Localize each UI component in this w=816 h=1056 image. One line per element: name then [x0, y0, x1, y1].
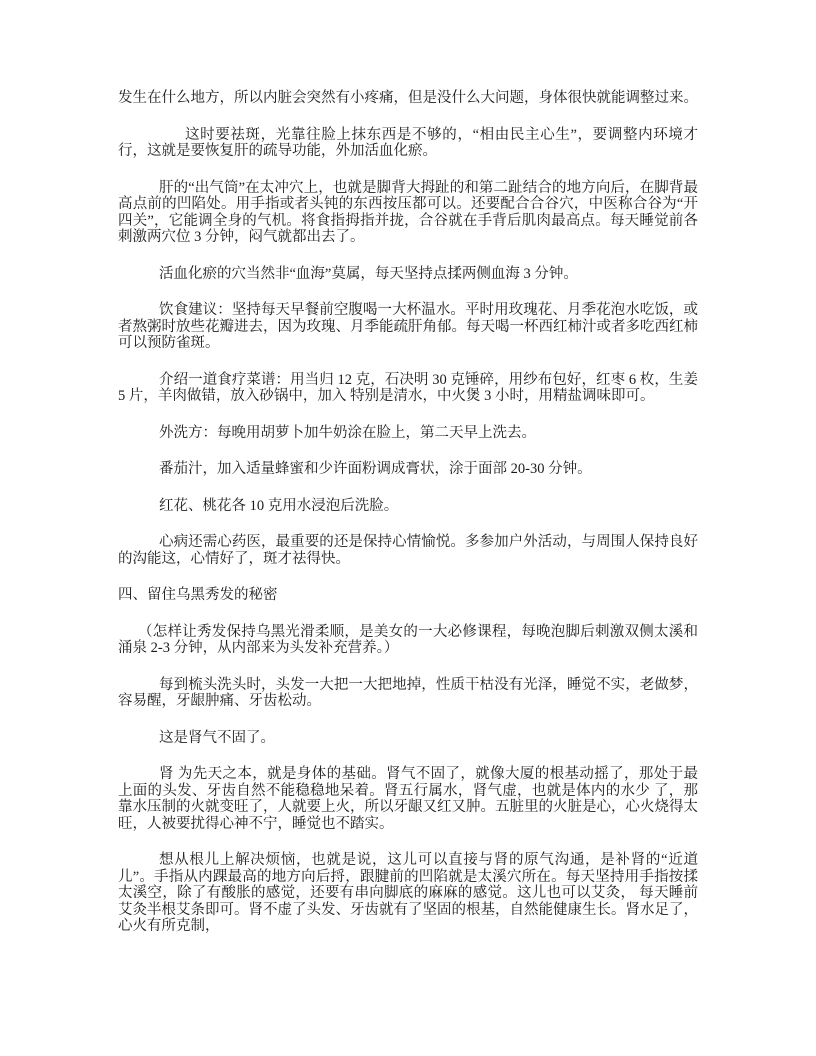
paragraph: （怎样让秀发保持乌黑光滑柔顺，是美女的一大必修课程，每晚泡脚后刺激双侧太溪和涌泉 2-3 分钟，从内部来为头发补充营养。） — [118, 623, 698, 656]
paragraph: 活血化瘀的穴当然非“血海”莫属，每天坚持点揉两侧血海 3 分钟。 — [159, 265, 578, 282]
section-heading: 四、留住乌黑秀发的秘密 — [118, 587, 278, 603]
paragraph: 发生在什么地方，所以内脏会突然有小疼痛，但是没什么大问题，身体很快就能调整过来。 — [118, 90, 698, 106]
paragraph: 这是肾气不固了。 — [159, 729, 275, 746]
paragraph: 肾 为先天之本，就是身体的基础。肾气不固了，就像大厦的根基动摇了，那处于最上面的头发、牙齿自然不能稳稳地呆着。肾五行属水，肾气虚，也就是体内的水少 了，那靠水压制的火就变旺了，人就要上火，所以牙龈又红又肿。五脏里的火脏是心，心火烧得太旺，人被要扰得心神不宁，睡觉也不踏实。 — [118, 766, 698, 832]
paragraph: 红花、桃花各 10 克用水浸泡后洗脸。 — [159, 497, 399, 514]
paragraph: 饮食建议：坚持每天早餐前空腹喝一大杯温水。平时用玫瑰花、月季花泡水吃饭，或者熬粥时放些花瓣进去，因为玫瑰、月季能疏肝角郁。每天喝一杯西红柿汁或者多吃西红柿可以预防雀斑。 — [118, 302, 698, 351]
paragraph: 每到梳头洗头时，头发一大把一大把地掉，性质干枯没有光泽，睡觉不实，老做梦，容易醒，牙龈肿痛、牙齿松动。 — [118, 676, 698, 709]
paragraph: 这时要祛斑，光靠往脸上抹东西是不够的，“相由民主心生”，要调整内环境才行，这就是要恢复肝的疏导功能，外加活血化瘀。 — [118, 126, 698, 159]
paragraph: 外洗方：每晚用胡萝卜加牛奶涂在脸上，第二天早上洗去。 — [159, 424, 536, 441]
paragraph: 介绍一道食疗菜谱：用当归 12 克，石决明 30 克锤碎，用纱布包好，红枣 6 枚，生姜 5 片，羊肉做错，放入砂锅中，加入 特别是清水，中火煲 3 小时，用精盐调味即可。 — [118, 371, 698, 404]
paragraph: 心病还需心药医，最重要的还是保持心情愉悦。多参加户外活动，与周围人保持良好的沟能这，心情好了，斑才祛得快。 — [118, 534, 698, 567]
document-content — [118, 90, 698, 935]
paragraph: 想从根儿上解决烦恼，也就是说，这儿可以直接与肾的原气沟通，是补肾的“近道儿”。手指从内踝最高的地方向后捋，跟腱前的凹陷就是太溪穴所在。每天坚持用手指按揉太溪空，除了有酸胀的感觉，还要有串向脚底的麻麻的感觉。这儿也可以艾灸， 每天睡前艾灸半根艾条即可。肾不虚了头发、牙齿就有了坚固的根基，自然能健康生长。肾水足了，心火有所克制， — [118, 852, 698, 934]
paragraph: 番茄汁，加入适量蜂蜜和少许面粉调成膏状，涂于面部 20-30 分钟。 — [159, 461, 592, 477]
paragraph: 肝的“出气筒”在太冲穴上，也就是脚背大拇趾的和第二趾结合的地方向后，在脚背最高点前的凹陷处。用手指或者头钝的东西按压都可以。还要配合合谷穴，中医称合谷为“开四关”，它能调全身的气机。将食指拇指并拢，合谷就在手背后肌肉最高点。每天睡觉前各刺激两穴位 3 分钟，闷气就都出去了。 — [118, 179, 698, 245]
